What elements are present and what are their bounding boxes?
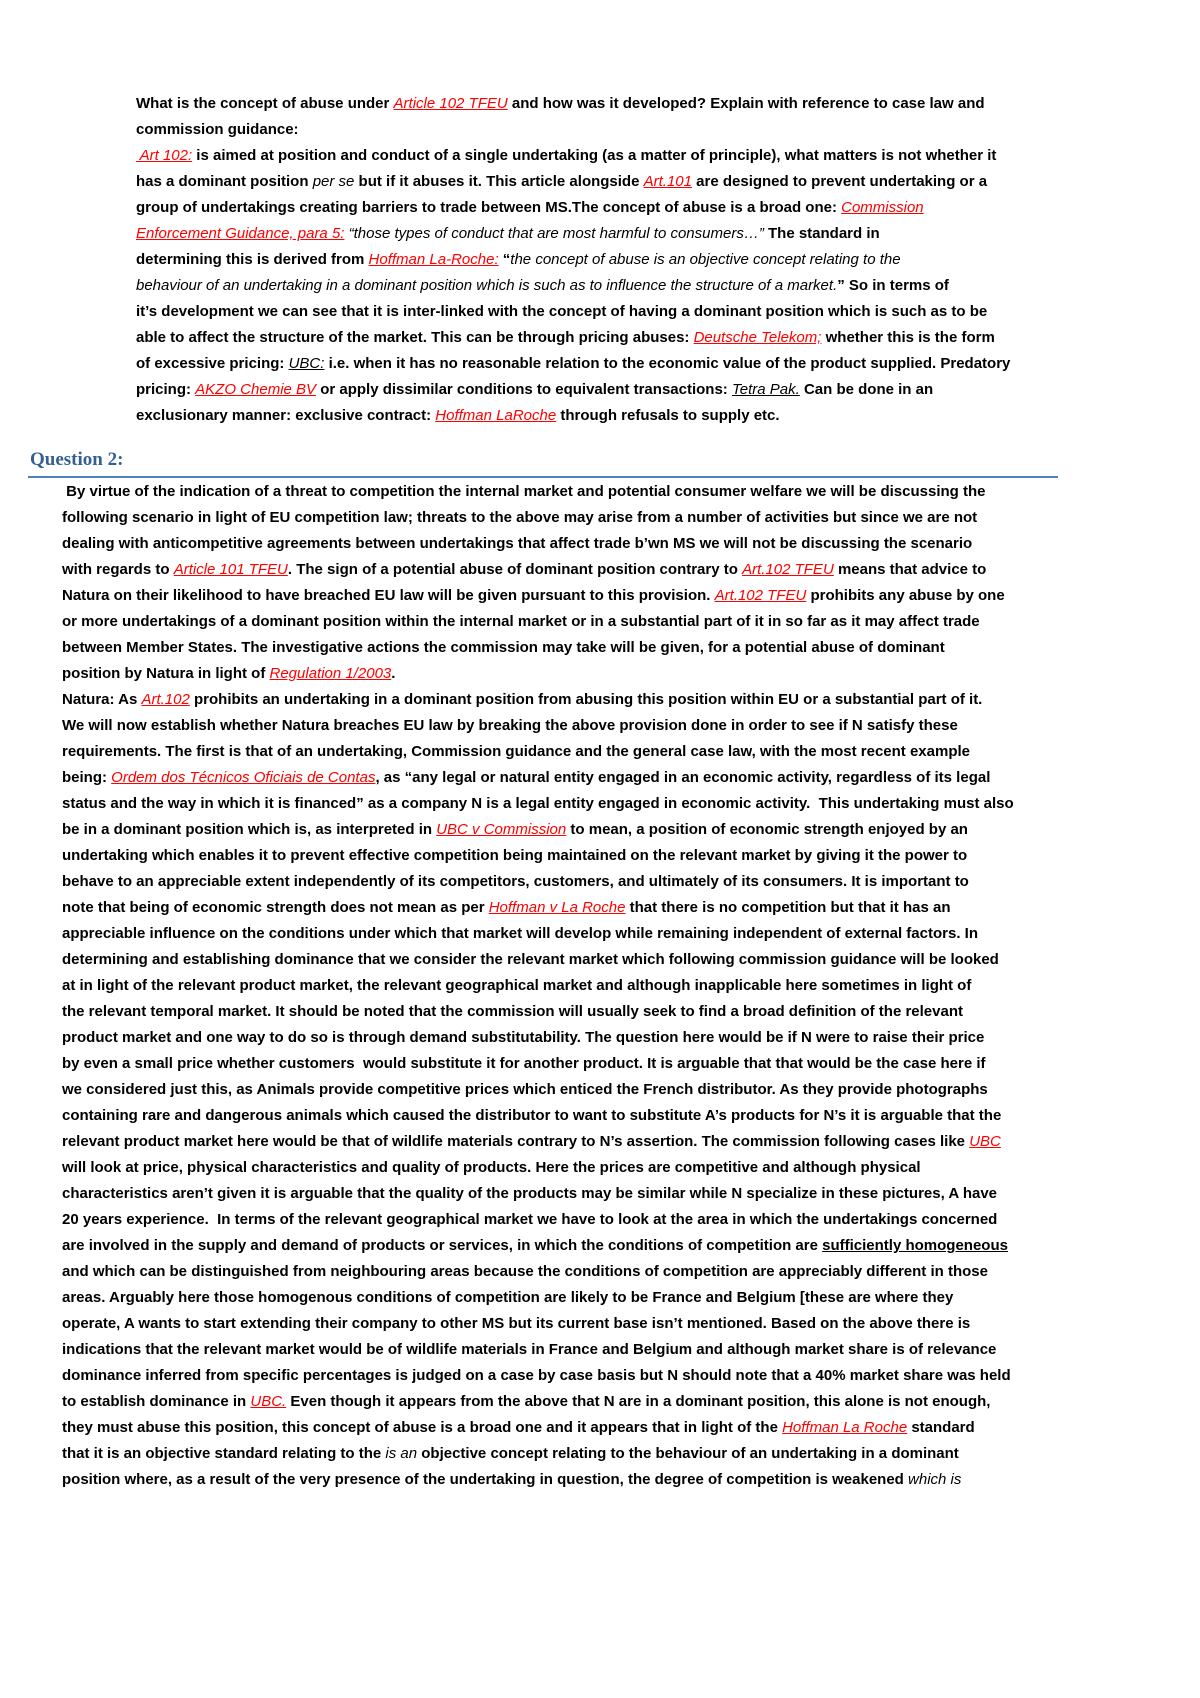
text-line [136, 403, 1010, 429]
text-line [136, 117, 1010, 143]
text-line [62, 1103, 1014, 1129]
text-run: with regards to [62, 561, 174, 578]
case-reference-link[interactable]: Hoffman La Roche [782, 1419, 908, 1436]
text-line [136, 91, 1010, 117]
text-line [62, 973, 1014, 999]
text-line [62, 609, 1014, 635]
text-run: group of undertakings creating barriers to trade between MS.The concept of abuse is a broad one: [136, 199, 842, 216]
text-run: are designed to prevent undertaking or a [691, 173, 988, 190]
text-line [136, 195, 1010, 221]
text-run: that there is no competition but that it has an [625, 899, 951, 916]
text-run: to establish dominance in [62, 1393, 251, 1410]
case-reference-link[interactable]: Art.101 [643, 173, 692, 190]
text-run: appreciable influence on the conditions under which that market will develop while remaining independent of external factors. In [62, 925, 978, 942]
text-run: relevant product market here would be that of wildlife materials contrary to N’s assertion. The commission following cases like [62, 1133, 970, 1150]
text-run: by even a small price whether customers would substitute it for another product. It is arguable that that would be the case here if [62, 1055, 986, 1072]
text-run: to mean, a position of economic strength enjoyed by an [566, 821, 968, 838]
text-line [62, 765, 1014, 791]
text-line [136, 143, 1010, 169]
question-2-answer [62, 479, 1014, 1493]
text-run: position where, as a result of the very presence of the undertaking in question, the degree of competition is weakened [62, 1471, 909, 1488]
text-line [62, 687, 1014, 713]
text-line [62, 1389, 1014, 1415]
text-run: dealing with anticompetitive agreements between undertakings that affect trade b’wn MS we will not be discussing the scenario [62, 535, 973, 552]
text-run: has a dominant position [136, 173, 313, 190]
italic-text: is an [385, 1445, 418, 1462]
text-run: i.e. when it has no reasonable relation to the economic value of the product supplied. Predatory [324, 355, 1011, 372]
text-line [62, 583, 1014, 609]
text-run: exclusionary manner: exclusive contract: [136, 407, 436, 424]
text-run: “ [498, 251, 511, 268]
text-line [62, 635, 1014, 661]
case-reference-link[interactable]: Art.102 TFEU [714, 587, 807, 604]
text-run: prohibits any abuse by one [806, 587, 1005, 604]
text-run: of excessive pricing: [136, 355, 289, 372]
text-run: containing rare and dangerous animals which caused the distributor to want to substitute A’s products for N’s it is arguable that the [62, 1107, 1002, 1124]
text-line [62, 1285, 1014, 1311]
text-run: product market and one way to do so is through demand substitutability. The question here would be if N were to raise their price [62, 1029, 985, 1046]
text-run: able to affect the structure of the market. This can be through pricing abuses: [136, 329, 694, 346]
text-line [62, 1441, 1014, 1467]
text-run: note that being of economic strength does not mean as per [62, 899, 489, 916]
text-run: characteristics aren’t given it is arguable that the quality of the products may be similar while N specialize in these pictures, A have [62, 1185, 998, 1202]
case-reference-link[interactable]: AKZO Chemie BV [195, 381, 317, 398]
text-line [62, 661, 1014, 687]
text-line [136, 299, 1010, 325]
text-line [62, 1181, 1014, 1207]
text-line [62, 557, 1014, 583]
text-run: and which can be distinguished from neighbouring areas because the conditions of competition are appreciably different in those [62, 1263, 988, 1280]
text-run: status and the way in which it is financed” as a company N is a legal entity engaged in economic activity. This undertaking must also [62, 795, 1014, 812]
text-run: and how was it developed? Explain with reference to case law and [507, 95, 985, 112]
case-reference-link[interactable]: Hoffman LaRoche [435, 407, 557, 424]
text-line [62, 479, 1014, 505]
case-reference: Tetra Pak. [731, 381, 800, 398]
text-run: The standard in [763, 225, 880, 242]
text-run: Even though it appears from the above that N are in a dominant position, this alone is not enough, [286, 1393, 991, 1410]
case-reference-link[interactable]: Commission [841, 199, 924, 216]
case-reference-link[interactable]: Art 102: [136, 147, 193, 164]
text-run: What is the concept of abuse under [136, 95, 394, 112]
text-run: it’s development we can see that it is inter-linked with the concept of having a dominant position which is such as to be [136, 303, 988, 320]
text-line [62, 869, 1014, 895]
text-run: Natura: As [62, 691, 142, 708]
case-reference-link[interactable]: UBC [969, 1133, 1001, 1150]
text-run: being: [62, 769, 112, 786]
text-line [62, 1259, 1014, 1285]
text-line [62, 1155, 1014, 1181]
text-run: standard [907, 1419, 975, 1436]
text-run: 20 years experience. In terms of the relevant geographical market we have to look at the area in which the undertakings concerned [62, 1211, 998, 1228]
text-run: is aimed at position and conduct of a single undertaking (as a matter of principle), what matters is not whether it [192, 147, 997, 164]
text-run: that it is an objective standard relating to the [62, 1445, 386, 1462]
text-run: ” So in terms of [837, 277, 949, 294]
text-run: We will now establish whether Natura breaches EU law by breaking the above provision done in order to see if N satisfy these [62, 717, 958, 734]
case-reference-link[interactable]: UBC v Commission [436, 821, 567, 838]
text-line [136, 273, 1010, 299]
text-line [62, 1129, 1014, 1155]
text-line [62, 1311, 1014, 1337]
text-run: will look at price, physical characteristics and quality of products. Here the prices are competitive and although physical [62, 1159, 921, 1176]
text-run: , as “any legal or natural entity engaged in an economic activity, regardless of its legal [375, 769, 991, 786]
italic-text: the concept of abuse is an objective concept relating to the [510, 251, 901, 268]
text-run: Can be done in an [799, 381, 934, 398]
case-reference-link[interactable]: Hoffman La-Roche: [368, 251, 499, 268]
text-line [136, 325, 1010, 351]
text-line [62, 1363, 1014, 1389]
text-line [62, 739, 1014, 765]
text-line [62, 895, 1014, 921]
text-line [62, 531, 1014, 557]
case-reference-link[interactable]: Enforcement Guidance, para 5: [136, 225, 345, 242]
text-run: are involved in the supply and demand of products or services, in which the conditions of competition are [62, 1237, 823, 1254]
text-run: but if it abuses it. This article alongside [354, 173, 644, 190]
text-run: Natura on their likelihood to have breached EU law will be given pursuant to this provision. [62, 587, 715, 604]
question-1-answer [136, 91, 1010, 429]
text-run: through refusals to supply etc. [556, 407, 780, 424]
text-line [62, 1207, 1014, 1233]
heading-rule [28, 476, 1058, 478]
text-line [62, 791, 1014, 817]
text-line [62, 947, 1014, 973]
text-line [62, 1467, 1014, 1493]
text-line [136, 247, 1010, 273]
text-line [136, 221, 1010, 247]
text-run: objective concept relating to the behaviour of an undertaking in a dominant [417, 1445, 959, 1462]
text-run: at in light of the relevant product market, the relevant geographical market and although inapplicable here sometimes in light of [62, 977, 972, 994]
text-run: operate, A wants to start extending their company to other MS but its current base isn’t mentioned. Based on the above there is [62, 1315, 971, 1332]
underlined-text: sufficiently homogeneous [822, 1237, 1008, 1254]
text-run: or apply dissimilar conditions to equivalent transactions: [316, 381, 732, 398]
text-line [62, 1233, 1014, 1259]
text-line [62, 1051, 1014, 1077]
case-reference-link[interactable]: Art.102 TFEU [742, 561, 834, 578]
case-reference: UBC: [288, 355, 325, 372]
text-run: indications that the relevant market would be of wildlife materials in France and Belgium and although market share is of relevance [62, 1341, 997, 1358]
text-run: whether this is the form [821, 329, 995, 346]
text-run: . [391, 665, 396, 682]
text-run: between Member States. The investigative actions the commission may take will be given, for a potential abuse of dominant [62, 639, 945, 656]
text-run: or more undertakings of a dominant position within the internal market or in a substantial part of it in so far as it may affect trade [62, 613, 980, 630]
text-line [62, 505, 1014, 531]
text-run: . The sign of a potential abuse of dominant position contrary to [287, 561, 743, 578]
text-line [62, 713, 1014, 739]
text-run: areas. Arguably here those homogenous conditions of competition are likely to be France and Belgium [these are where they [62, 1289, 954, 1306]
text-run: requirements. The first is that of an undertaking, Commission guidance and the general case law, with the most recent example [62, 743, 970, 760]
text-line [62, 817, 1014, 843]
case-reference-link[interactable]: Art.102 [141, 691, 190, 708]
case-reference-link[interactable]: Article 101 TFEU [173, 561, 288, 578]
text-line [136, 377, 1010, 403]
text-run: dominance inferred from specific percentages is judged on a case by case basis but N should note that a 40% market share was held [62, 1367, 1011, 1384]
text-line [62, 1025, 1014, 1051]
text-run: the relevant temporal market. It should be noted that the commission will usually seek to find a broad definition of the relevant [62, 1003, 963, 1020]
text-line [136, 169, 1010, 195]
case-reference-link[interactable]: Deutsche Telekom; [693, 329, 822, 346]
text-run: they must abuse this position, this concept of abuse is a broad one and it appears that in light of the [62, 1419, 783, 1436]
text-run: we considered just this, as Animals provide competitive prices which enticed the French distributor. As they provide photographs [62, 1081, 988, 1098]
case-reference-link[interactable]: UBC. [250, 1393, 287, 1410]
text-run: determining this is derived from [136, 251, 369, 268]
italic-text: behaviour of an undertaking in a dominant position which is such as to influence the structure of a market. [136, 277, 838, 294]
text-run: following scenario in light of EU competition law; threats to the above may arise from a number of activities but since we are not [62, 509, 978, 526]
text-run: behave to an appreciable extent independently of its competitors, customers, and ultimately of its consumers. It is important to [62, 873, 969, 890]
text-run: determining and establishing dominance that we consider the relevant market which following commission guidance will be looked [62, 951, 999, 968]
case-reference-link[interactable]: Regulation 1/2003 [269, 665, 392, 682]
text-line [136, 351, 1010, 377]
text-line [62, 1415, 1014, 1441]
text-run: prohibits an undertaking in a dominant position from abusing this position within EU or a substantial part of it. [189, 691, 983, 708]
text-run: position by Natura in light of [62, 665, 270, 682]
text-run: commission guidance: [136, 121, 299, 138]
text-line [62, 1337, 1014, 1363]
italic-text: “those types of conduct that are most harmful to consumers…” [348, 225, 764, 242]
question-2-heading: Question 2: [30, 449, 124, 470]
text-run: undertaking which enables it to prevent effective competition being maintained on the relevant market by giving it the power to [62, 847, 968, 864]
text-run: pricing: [136, 381, 196, 398]
italic-text: per se [312, 173, 355, 190]
text-line [62, 921, 1014, 947]
text-line [62, 1077, 1014, 1103]
text-line [62, 843, 1014, 869]
text-run: be in a dominant position which is, as interpreted in [62, 821, 437, 838]
text-run: By virtue of the indication of a threat to competition the internal market and potential consumer welfare we will be discussing the [62, 483, 986, 500]
case-reference-link[interactable]: Hoffman v La Roche [488, 899, 626, 916]
case-reference-link[interactable]: Article 102 TFEU [393, 95, 508, 112]
text-line [62, 999, 1014, 1025]
italic-text: which is [908, 1471, 962, 1488]
case-reference-link[interactable]: Ordem dos Técnicos Oficiais de Contas [111, 769, 376, 786]
text-run: means that advice to [833, 561, 987, 578]
